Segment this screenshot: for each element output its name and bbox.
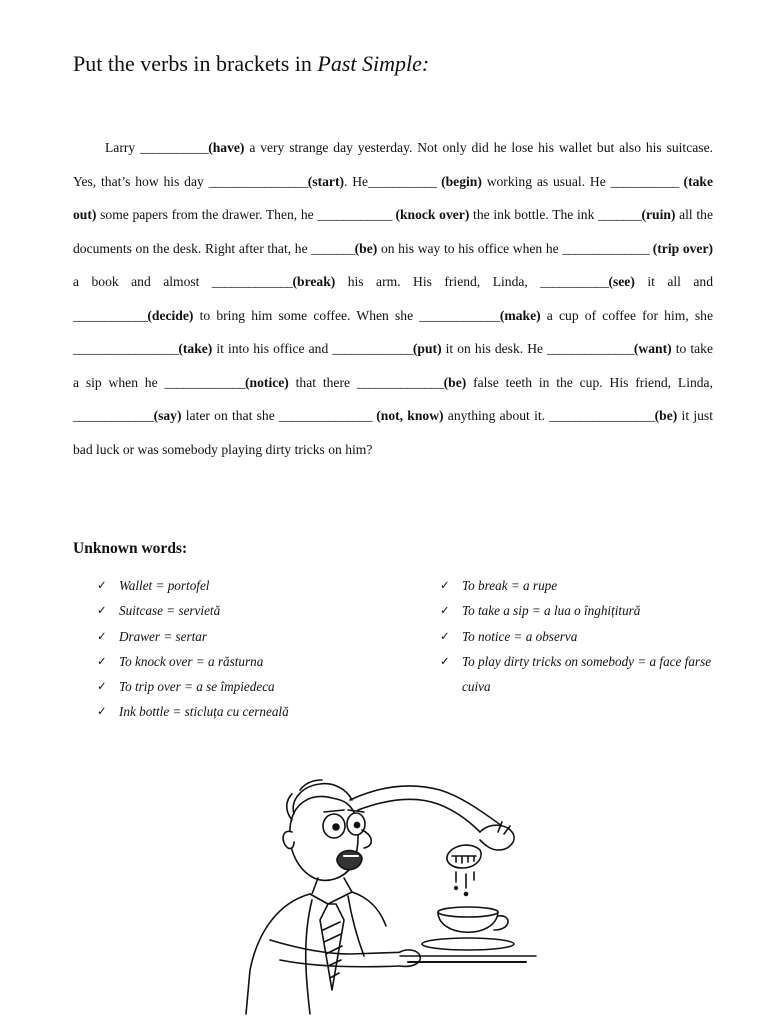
answer-blank: _____________ [211,274,293,289]
title-emphasis: Past Simple: [317,51,430,76]
verb-prompt: (make) [499,307,541,323]
passage-text: a book and almost [73,274,212,289]
passage-text: false teeth in the cup. His friend, Linda, [466,374,713,390]
verb-prompt: (decide) [147,307,194,323]
passage-text: a cup of coffee for him, she [540,307,713,323]
verb-prompt: (want) [633,341,672,356]
passage-paragraph [73,131,713,466]
vocabulary-entry: To notice = a observa [462,628,578,644]
vocabulary-item [97,598,397,623]
passage-text: his arm. His friend, Linda, [335,274,541,289]
cartoon-man-false-teeth-in-coffee-icon [240,770,540,1015]
checkmark-icon: ✓ [97,704,107,719]
verb-prompt: (take) [178,341,213,356]
passage-text: all the documents on the desk. Right after that, he [73,207,713,256]
answer-blank: ___________ [540,274,609,289]
vocabulary-list-left [97,573,397,725]
vocabulary-item [97,649,397,674]
checkmark-icon: ✓ [97,653,107,668]
passage-text: that there [288,374,357,390]
vocabulary-entry: Ink bottle = sticluța cu cerneală [119,704,289,720]
verb-prompt: (be) [654,408,678,423]
vocabulary-item [440,649,720,700]
vocabulary-entry: Wallet = portofel [119,578,210,593]
vocabulary-entry: To take a sip = a lua o înghițitură [462,603,641,619]
checkmark-icon: ✓ [97,603,107,618]
page-title [73,49,429,79]
answer-blank: _______ [598,207,642,222]
verb-prompt: (say) [153,408,182,423]
verb-prompt: (break) [292,274,336,289]
checkmark-icon: ✓ [97,628,107,643]
answer-blank: _____________ [73,408,154,423]
verb-prompt: (not, know) [376,408,444,423]
answer-blank: ____________ [317,207,392,222]
answer-blank: ___________ [368,173,437,189]
answer-blank: _______________ [279,408,372,423]
checkmark-icon: ✓ [440,628,450,643]
title-prefix: Put the verbs in brackets in [73,51,318,76]
verb-prompt: (start) [307,173,345,189]
passage-text: . He [344,173,369,189]
vocabulary-item [97,624,397,649]
answer-blank: _________________ [73,341,179,356]
answer-blank: _____________ [419,307,500,323]
passage-text: it just bad luck or was somebody playing dirty tricks on him? [73,408,713,457]
vocabulary-entry: Suitcase = servietă [119,603,221,619]
checkmark-icon: ✓ [440,603,450,618]
vocabulary-item [440,624,720,649]
vocabulary-entry: To knock over = a răsturna [119,653,264,669]
vocabulary-item [97,573,397,598]
passage-text: anything about it. [443,408,550,423]
passage-text: a very strange day yesterday. Not only did he lose his wallet but also his suitcase. Yes, that’s how his day [73,140,714,189]
vocabulary-entry: Drawer = sertar [119,628,208,644]
answer-blank: ___________ [610,173,679,189]
answer-blank: _____________ [164,374,246,390]
passage-text: to take a sip when he [73,341,713,390]
checkmark-icon: ✓ [97,679,107,694]
passage-text: working as usual. He [481,173,611,189]
verb-prompt: (be) [354,240,378,256]
verb-prompt: (knock over) [395,207,470,222]
answer-blank: _______ [311,240,355,256]
passage-text: Larry [105,140,141,155]
answer-blank: _________________ [549,408,655,423]
verb-prompt: (begin) [441,173,482,189]
vocabulary-item [97,699,397,724]
vocabulary-list-right [440,573,720,699]
vocabulary-heading: Unknown words: [73,540,188,557]
verb-prompt: (notice) [245,374,289,390]
vocabulary-item [440,598,720,623]
answer-blank: _____________ [332,341,413,356]
vocabulary-entry: To play dirty tricks on somebody = a face farse cuiva [462,653,712,695]
answer-blank: ________________ [208,173,308,189]
answer-blank: ______________ [547,341,634,356]
vocabulary-item [97,674,397,699]
checkmark-icon: ✓ [440,578,450,592]
vocabulary-item [440,573,720,598]
passage-text: it on his desk. He [441,341,548,356]
passage-text: some papers from the drawer. Then, he [96,207,318,222]
passage-text: it all and [634,274,713,289]
answer-blank: ___________ [140,140,209,155]
answer-blank: ____________ [73,307,148,323]
vocabulary-entry: To break = a rupe [462,578,558,593]
verb-prompt: (ruin) [641,207,676,222]
passage-text: later on that she [181,408,280,423]
verb-prompt: (have) [208,140,245,155]
verb-prompt: (trip over) [652,240,714,256]
exercise-passage [73,131,713,466]
answer-blank: ______________ [562,240,650,256]
verb-prompt: (take out) [73,173,713,222]
passage-text: to bring him some coffee. When she [193,307,420,323]
checkmark-icon: ✓ [97,578,107,592]
verb-prompt: (see) [608,274,635,289]
passage-text: on his way to his office when he [377,240,563,256]
verb-prompt: (be) [443,374,467,390]
vocabulary-entry: To trip over = a se împiedeca [119,679,275,695]
checkmark-icon: ✓ [440,653,450,668]
answer-blank: ______________ [356,374,444,390]
passage-text: it into his office and [212,341,333,356]
passage-text: the ink bottle. The ink [469,207,599,222]
verb-prompt: (put) [412,341,442,356]
